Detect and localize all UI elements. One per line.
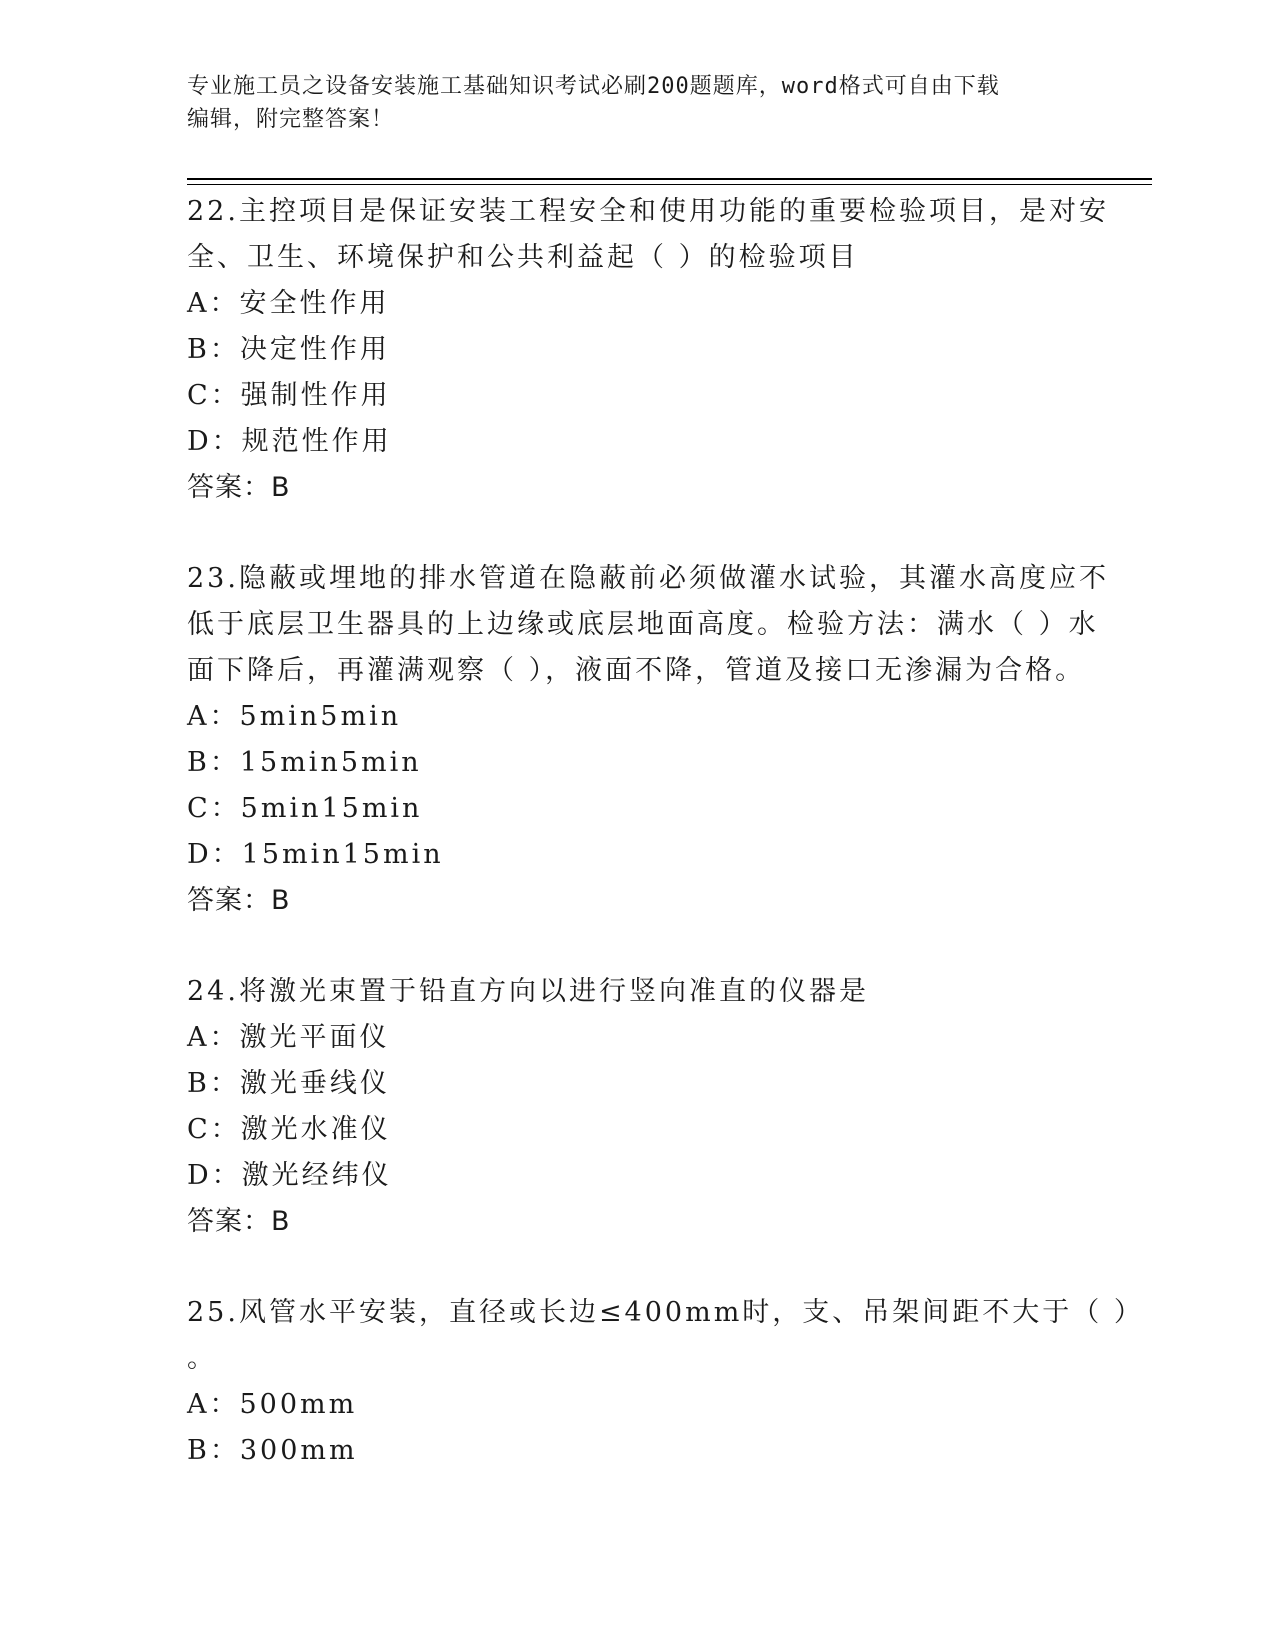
question-text-line: 。 bbox=[187, 1343, 217, 1374]
option-c: C：5min15min bbox=[187, 793, 423, 824]
header-divider-thick bbox=[187, 178, 1152, 180]
question-22 bbox=[187, 189, 1109, 511]
header-line-2: 编辑，附完整答案！ bbox=[187, 107, 395, 132]
spacer bbox=[187, 511, 1087, 556]
answer-label: 答案：B bbox=[187, 885, 291, 916]
header-line-1: 专业施工员之设备安装施工基础知识考试必刷200题题库，word格式可自由下载 bbox=[187, 74, 1000, 99]
question-text-line: 全、卫生、环境保护和公共利益起（ ）的检验项目 bbox=[187, 242, 859, 273]
answer-label: 答案：B bbox=[187, 1206, 291, 1237]
answer-label: 答案：B bbox=[187, 472, 291, 503]
option-a: A：安全性作用 bbox=[187, 288, 390, 319]
question-25 bbox=[187, 1290, 1144, 1474]
question-text-line: 低于底层卫生器具的上边缘或底层地面高度。检验方法：满水（ ）水 bbox=[187, 609, 1099, 640]
question-23 bbox=[187, 556, 1109, 924]
option-c: C：强制性作用 bbox=[187, 380, 391, 411]
option-b: B：300mm bbox=[187, 1435, 358, 1466]
header-divider-thin bbox=[187, 184, 1152, 185]
option-b: B：15min5min bbox=[187, 747, 422, 778]
question-24 bbox=[187, 969, 1087, 1245]
spacer bbox=[187, 924, 1087, 969]
page-header bbox=[187, 70, 1087, 136]
spacer bbox=[187, 1245, 1087, 1290]
option-a: A：500mm bbox=[187, 1389, 358, 1420]
question-text-line: 22.主控项目是保证安装工程安全和使用功能的重要检验项目，是对安 bbox=[187, 196, 1109, 227]
question-text-line: 24.将激光束置于铅直方向以进行竖向准直的仪器是 bbox=[187, 976, 869, 1007]
question-text-line: 25.风管水平安装，直径或长边≤400mm时，支、吊架间距不大于（ ） bbox=[187, 1297, 1144, 1328]
question-list bbox=[187, 189, 1144, 1474]
question-text-line: 面下降后，再灌满观察（ ），液面不降，管道及接口无渗漏为合格。 bbox=[187, 655, 1086, 686]
option-d: D：激光经纬仪 bbox=[187, 1160, 392, 1191]
option-a: A：5min5min bbox=[187, 701, 402, 732]
option-c: C：激光水准仪 bbox=[187, 1114, 391, 1145]
option-d: D：15min15min bbox=[187, 839, 444, 870]
option-b: B：决定性作用 bbox=[187, 334, 390, 365]
option-b: B：激光垂线仪 bbox=[187, 1068, 390, 1099]
option-d: D：规范性作用 bbox=[187, 426, 392, 457]
option-a: A：激光平面仪 bbox=[187, 1022, 390, 1053]
question-text-line: 23.隐蔽或埋地的排水管道在隐蔽前必须做灌水试验，其灌水高度应不 bbox=[187, 563, 1109, 594]
